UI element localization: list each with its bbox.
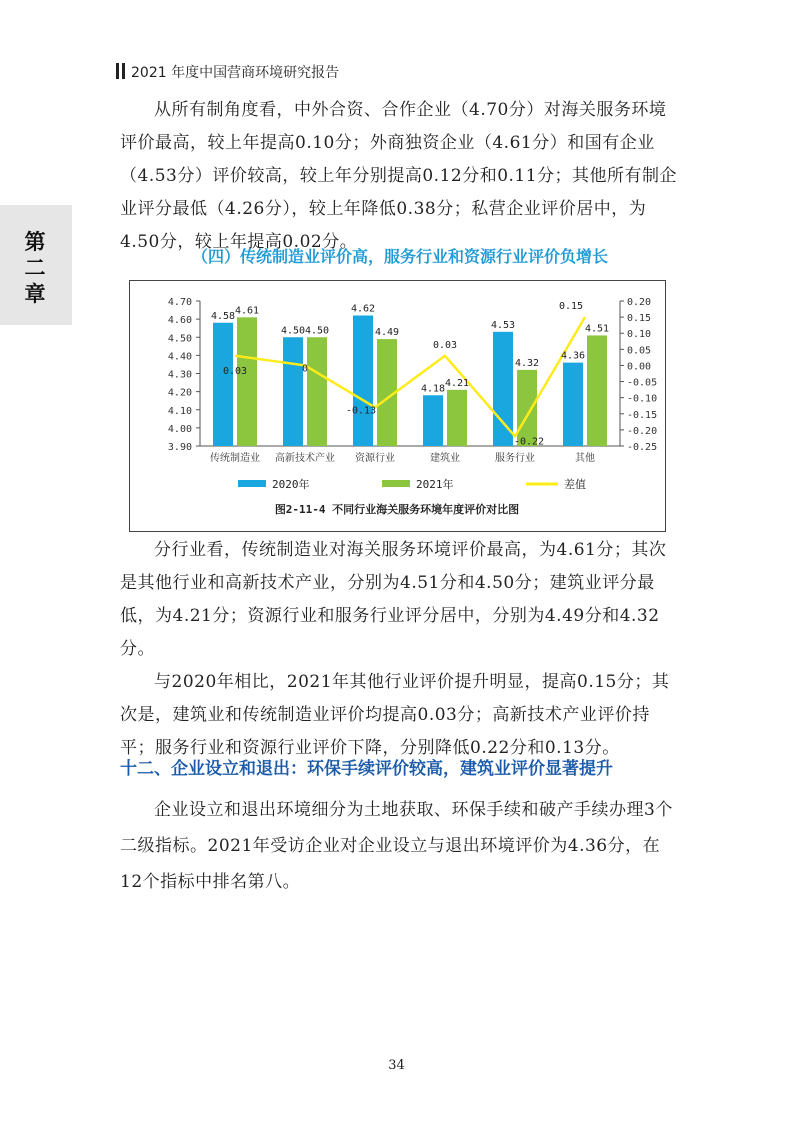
bar-2020-value-label: 4.58 — [210, 310, 236, 322]
y-tick-label: 4.20 — [167, 387, 192, 399]
running-header — [116, 62, 339, 82]
paragraph-ownership — [120, 94, 680, 259]
bar-2020-value-label: 4.53 — [490, 319, 516, 331]
y2-tick-label: 0.20 — [627, 297, 652, 308]
paragraph-industry — [120, 534, 680, 666]
y-tick-label: 4.30 — [167, 369, 192, 381]
y-tick-label: 4.00 — [167, 423, 192, 435]
y2-tick-label: -0.25 — [627, 442, 658, 453]
x-tick-label: 资源行业 — [355, 453, 395, 464]
chart-title: 图2-11-4 不同行业海关服务环境年度评价对比图 — [274, 503, 520, 516]
bar-2021-value-label: 4.50 — [304, 325, 330, 337]
y-tick-label: 4.10 — [167, 405, 192, 417]
x-tick-label: 服务行业 — [495, 453, 535, 464]
x-tick-label: 传统制造业 — [210, 453, 260, 464]
x-tick-label: 高新技术产业 — [275, 453, 335, 464]
y2-tick-label: -0.10 — [627, 393, 658, 405]
paragraph-change — [120, 666, 680, 765]
bar-2020-value-label: 4.36 — [560, 350, 586, 362]
subheading-industry: （四）传统制造业评价高，服务行业和资源行业评价负增长 — [191, 247, 608, 266]
bar-2021-value-label: 4.21 — [444, 377, 470, 389]
page-number: 34 — [388, 1058, 405, 1073]
bar-2021 — [447, 390, 467, 446]
y2-tick-label: 0.00 — [627, 361, 652, 373]
paragraph-industry-text: 分行业看，传统制造业对海关服务环境评价最高，为4.61分；其次是其他行业和高新技术产业，分别为4.51分和4.50分；建筑业评分最低，为4.21分；资源行业和服务行业评分居中，分别为4.49分和4.32分。 — [120, 540, 667, 659]
diff-value-label: 0.15 — [558, 301, 584, 313]
diff-value-label: 0.03 — [432, 339, 458, 351]
paragraph-change-text: 与2020年相比，2021年其他行业评价提升明显，提高0.15分；其次是，建筑业和传统制造业评价均提高0.03分；高新技术产业评价持平；服务行业和资源行业评价下降，分别降低0.22分和0.13分。 — [120, 672, 670, 758]
bar-2021-value-label: 4.32 — [514, 357, 540, 369]
bar-2020 — [423, 395, 443, 446]
y2-tick-label: -0.20 — [627, 425, 658, 437]
y2-tick-label: 0.15 — [627, 313, 652, 325]
y-tick-label: 4.70 — [167, 297, 192, 308]
bar-2021-value-label: 4.49 — [374, 327, 400, 339]
diff-value-label: 0.03 — [222, 365, 248, 377]
paragraph-ownership-text: 从所有制角度看，中外合资、合作企业（4.70分）对海关服务环境评价最高，较上年提高0.10分；外商独资企业（4.61分）和国有企业（4.53分）评价较高，较上年分别提高0.12分和0.11分；其他所有制企业评分最低（4.26分），较上年降低0.38分；私营企业评价居中，为4.50分，较上年提高0.02分。 — [120, 100, 678, 252]
x-tick-label: 建筑业 — [430, 453, 460, 464]
legend-swatch-2021 — [382, 480, 410, 487]
industry-comparison-chart — [130, 281, 665, 531]
header-bars-icon — [116, 63, 125, 79]
bar-2020 — [563, 363, 583, 446]
bar-2020-value-label: 4.50 — [280, 325, 306, 337]
bar-2021 — [517, 370, 537, 446]
legend-swatch-2020 — [238, 480, 266, 487]
chapter-tab — [0, 205, 72, 325]
legend-label-diff: 差值 — [564, 478, 586, 491]
legend-label-2021: 2021年 — [416, 478, 454, 491]
y2-tick-label: -0.05 — [627, 377, 658, 389]
y2-tick-label: -0.15 — [627, 409, 658, 421]
y-tick-label: 3.90 — [167, 442, 192, 453]
y-tick-label: 4.60 — [167, 315, 192, 327]
bar-2021 — [307, 337, 327, 446]
y-tick-label: 4.50 — [167, 333, 192, 345]
bar-2020 — [283, 337, 303, 446]
bar-2020-value-label: 4.18 — [420, 383, 446, 395]
y-tick-label: 4.40 — [167, 351, 192, 363]
x-tick-label: 其他 — [575, 453, 595, 464]
bar-2020-value-label: 4.62 — [350, 303, 376, 315]
chapter-tab-label: 第二章 — [24, 230, 46, 306]
bar-2020 — [353, 316, 373, 447]
paragraph-establishment — [120, 792, 680, 900]
bar-2021 — [587, 335, 607, 446]
diff-value-label: -0.22 — [513, 436, 545, 448]
diff-value-label: -0.13 — [345, 405, 377, 417]
bar-2021-value-label: 4.61 — [234, 305, 260, 317]
bar-2021-value-label: 4.51 — [584, 323, 610, 335]
bar-2021 — [237, 317, 257, 446]
legend-label-2020: 2020年 — [272, 478, 310, 491]
y2-tick-label: 0.05 — [627, 345, 652, 357]
section-heading: 十二、企业设立和退出：环保手续评价较高，建筑业评价显著提升 — [120, 759, 613, 779]
header-title: 2021 年度中国营商环境研究报告 — [131, 65, 340, 81]
chart-container — [129, 280, 666, 532]
paragraph-establishment-text: 企业设立和退出环境细分为土地获取、环保手续和破产手续办理3个二级指标。2021年受访企业对企业设立与退出环境评价为4.36分，在12个指标中排名第八。 — [120, 800, 673, 892]
diff-value-label: 0 — [301, 363, 309, 375]
bar-2020 — [213, 323, 233, 446]
y2-tick-label: 0.10 — [627, 329, 652, 341]
